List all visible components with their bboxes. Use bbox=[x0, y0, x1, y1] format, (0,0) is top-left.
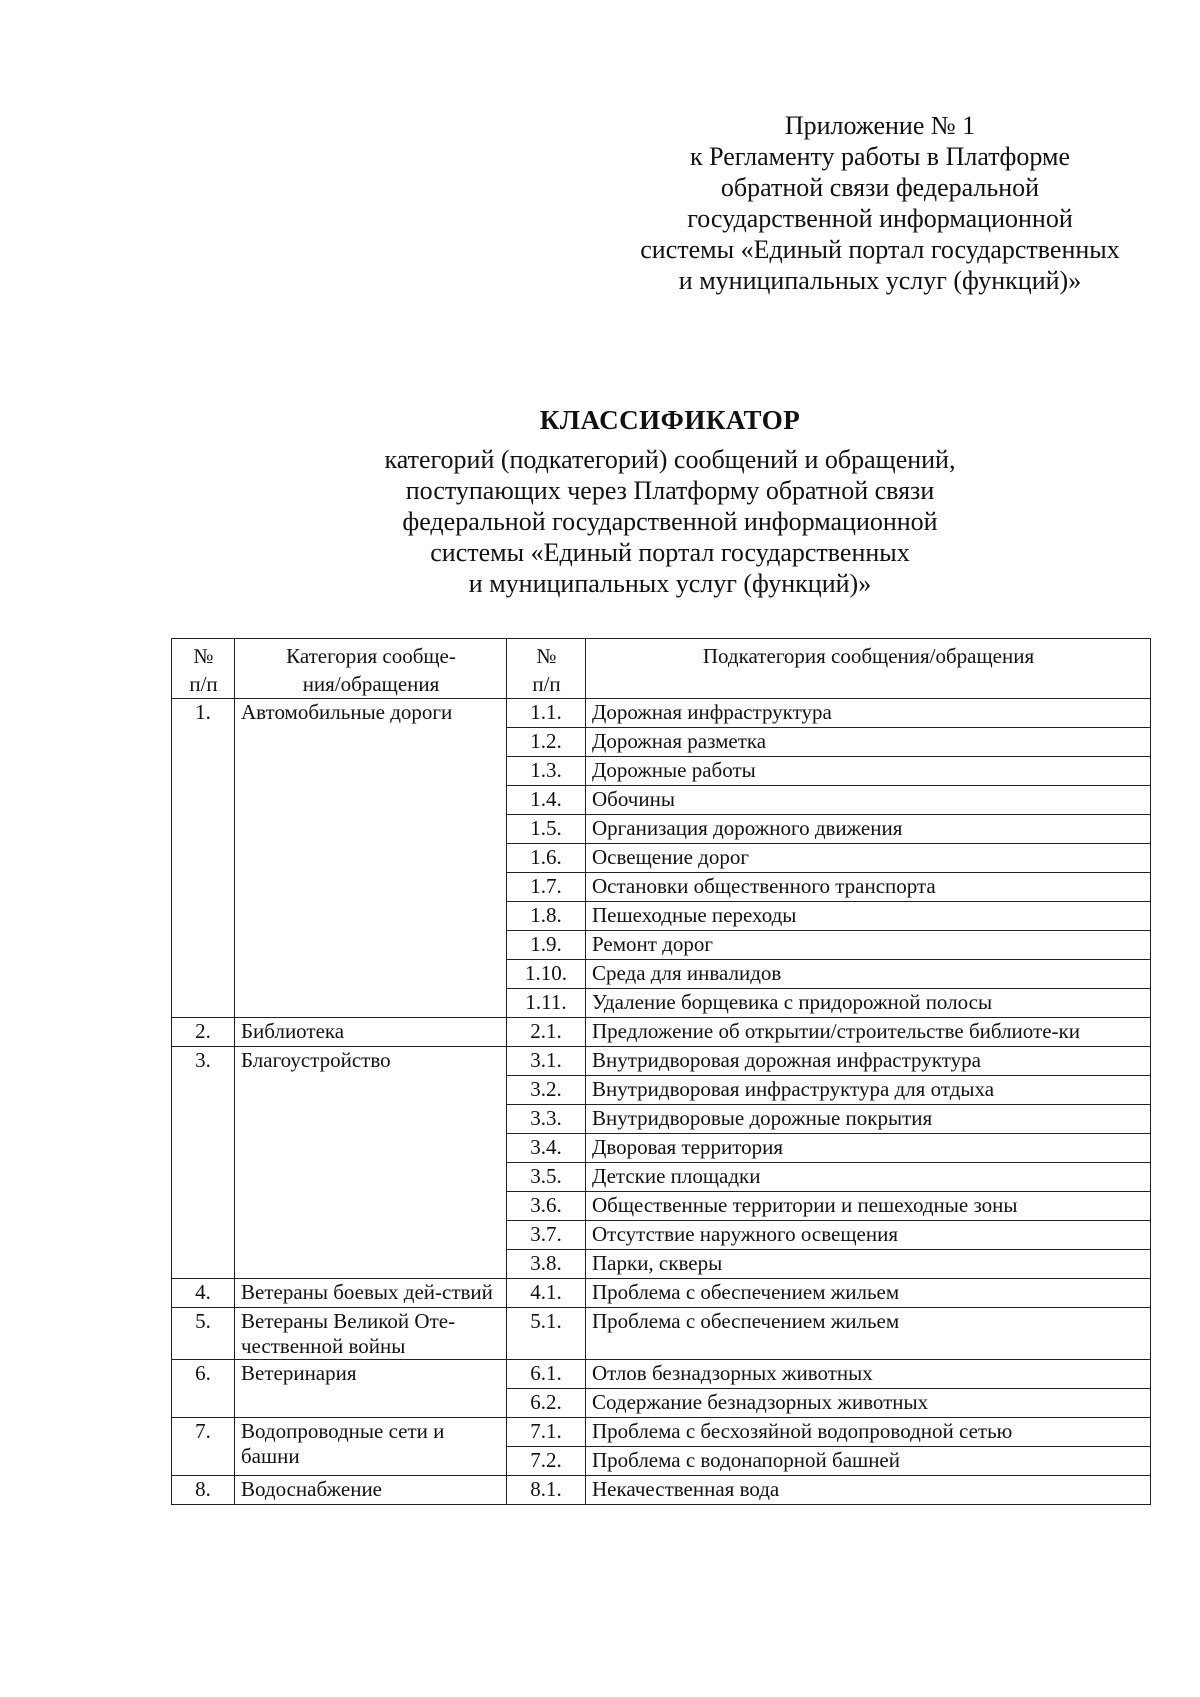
subtitle-line: системы «Единый портал государственных bbox=[430, 538, 910, 567]
subcategory-name: Удаление борщевика с придорожной полосы bbox=[586, 989, 1151, 1018]
table-row bbox=[172, 1279, 1151, 1308]
header-category: Категория сообще- ния/обращения bbox=[235, 639, 507, 699]
subtitle-line: и муниципальных услуг (функций)» bbox=[468, 569, 872, 598]
subcategory-number: 1.2. bbox=[507, 728, 586, 757]
category-name: Водоснабжение bbox=[235, 1476, 507, 1505]
subcategory-number: 1.10. bbox=[507, 960, 586, 989]
category-number: 3. bbox=[172, 1047, 235, 1279]
subcategory-number: 3.2. bbox=[507, 1076, 586, 1105]
subcategory-name: Среда для инвалидов bbox=[586, 960, 1151, 989]
classifier-table bbox=[171, 638, 1151, 1505]
category-number: 4. bbox=[172, 1279, 235, 1308]
subcategory-number: 6.1. bbox=[507, 1360, 586, 1389]
subcategory-name: Ремонт дорог bbox=[586, 931, 1151, 960]
subcategory-name: Парки, скверы bbox=[586, 1250, 1151, 1279]
subcategory-name: Проблема с водонапорной башней bbox=[586, 1447, 1151, 1476]
table-row bbox=[172, 1418, 1151, 1447]
header-num: № п/п bbox=[172, 639, 235, 699]
table-row bbox=[172, 699, 1151, 728]
table-body bbox=[172, 699, 1151, 1505]
table-row bbox=[172, 1476, 1151, 1505]
category-number: 8. bbox=[172, 1476, 235, 1505]
subcategory-name: Детские площадки bbox=[586, 1163, 1151, 1192]
document-subtitle bbox=[0, 444, 1200, 599]
subcategory-number: 1.1. bbox=[507, 699, 586, 728]
subcategory-number: 1.7. bbox=[507, 873, 586, 902]
subcategory-number: 3.8. bbox=[507, 1250, 586, 1279]
subcategory-name: Общественные территории и пешеходные зоны bbox=[586, 1192, 1151, 1221]
category-name: Благоустройство bbox=[235, 1047, 507, 1279]
category-number: 7. bbox=[172, 1418, 235, 1476]
subcategory-name: Внутридворовая инфраструктура для отдыха bbox=[586, 1076, 1151, 1105]
subcategory-number: 1.6. bbox=[507, 844, 586, 873]
subcategory-number: 5.1. bbox=[507, 1308, 586, 1360]
subcategory-name: Внутридворовые дорожные покрытия bbox=[586, 1105, 1151, 1134]
appendix-line: Приложение № 1 bbox=[784, 111, 976, 140]
category-name: Библиотека bbox=[235, 1018, 507, 1047]
subcategory-name: Организация дорожного движения bbox=[586, 815, 1151, 844]
subcategory-number: 7.1. bbox=[507, 1418, 586, 1447]
subcategory-name: Предложение об открытии/строительстве библиоте-ки bbox=[586, 1018, 1151, 1047]
subcategory-number: 3.5. bbox=[507, 1163, 586, 1192]
subcategory-name: Отлов безнадзорных животных bbox=[586, 1360, 1151, 1389]
subcategory-number: 3.3. bbox=[507, 1105, 586, 1134]
category-name: Ветераны Великой Оте-чественной войны bbox=[235, 1308, 507, 1360]
category-name: Ветераны боевых дей-ствий bbox=[235, 1279, 507, 1308]
subcategory-name: Содержание безнадзорных животных bbox=[586, 1389, 1151, 1418]
subcategory-name: Проблема с бесхозяйной водопроводной сетью bbox=[586, 1418, 1151, 1447]
subcategory-name: Дорожные работы bbox=[586, 757, 1151, 786]
table-header-row bbox=[172, 639, 1151, 699]
category-name: Автомобильные дороги bbox=[235, 699, 507, 1018]
category-number: 2. bbox=[172, 1018, 235, 1047]
appendix-line: к Регламенту работы в Платформе bbox=[689, 142, 1071, 171]
category-number: 5. bbox=[172, 1308, 235, 1360]
header-sub-num: № п/п bbox=[507, 639, 586, 699]
category-name: Ветеринария bbox=[235, 1360, 507, 1418]
subcategory-number: 1.11. bbox=[507, 989, 586, 1018]
subcategory-name: Освещение дорог bbox=[586, 844, 1151, 873]
appendix-line: и муниципальных услуг (функций)» bbox=[678, 266, 1082, 295]
subcategory-number: 1.8. bbox=[507, 902, 586, 931]
category-name: Водопроводные сети и башни bbox=[235, 1418, 507, 1476]
appendix-line: обратной связи федеральной bbox=[720, 173, 1040, 202]
subcategory-number: 3.4. bbox=[507, 1134, 586, 1163]
subcategory-number: 8.1. bbox=[507, 1476, 586, 1505]
appendix-heading bbox=[600, 110, 1160, 296]
subcategory-name: Обочины bbox=[586, 786, 1151, 815]
table-row bbox=[172, 1308, 1151, 1360]
appendix-line: системы «Единый портал государственных bbox=[640, 235, 1120, 264]
table-row bbox=[172, 1018, 1151, 1047]
subcategory-number: 1.3. bbox=[507, 757, 586, 786]
subcategory-number: 3.6. bbox=[507, 1192, 586, 1221]
subcategory-name: Проблема с обеспечением жильем bbox=[586, 1279, 1151, 1308]
subcategory-number: 3.1. bbox=[507, 1047, 586, 1076]
subcategory-number: 1.5. bbox=[507, 815, 586, 844]
subcategory-name: Некачественная вода bbox=[586, 1476, 1151, 1505]
subcategory-name: Остановки общественного транспорта bbox=[586, 873, 1151, 902]
subcategory-name: Пешеходные переходы bbox=[586, 902, 1151, 931]
subcategory-name: Дорожная инфраструктура bbox=[586, 699, 1151, 728]
header-subcategory: Подкатегория сообщения/обращения bbox=[586, 639, 1151, 699]
category-number: 1. bbox=[172, 699, 235, 1018]
subcategory-number: 1.9. bbox=[507, 931, 586, 960]
subcategory-number: 2.1. bbox=[507, 1018, 586, 1047]
subcategory-number: 7.2. bbox=[507, 1447, 586, 1476]
subcategory-name: Внутридворовая дорожная инфраструктура bbox=[586, 1047, 1151, 1076]
subcategory-name: Дорожная разметка bbox=[586, 728, 1151, 757]
document-title: КЛАССИФИКАТОР bbox=[539, 405, 801, 435]
table-row bbox=[172, 1047, 1151, 1076]
subcategory-name: Дворовая территория bbox=[586, 1134, 1151, 1163]
subcategory-number: 3.7. bbox=[507, 1221, 586, 1250]
subcategory-name: Отсутствие наружного освещения bbox=[586, 1221, 1151, 1250]
subcategory-number: 1.4. bbox=[507, 786, 586, 815]
subtitle-line: федеральной государственной информационной bbox=[402, 507, 938, 536]
table-row bbox=[172, 1360, 1151, 1389]
subcategory-name: Проблема с обеспечением жильем bbox=[586, 1308, 1151, 1360]
subcategory-number: 4.1. bbox=[507, 1279, 586, 1308]
subtitle-line: поступающих через Платформу обратной связи bbox=[405, 476, 935, 505]
category-number: 6. bbox=[172, 1360, 235, 1418]
subtitle-line: категорий (подкатегорий) сообщений и обращений, bbox=[384, 445, 956, 474]
subcategory-number: 6.2. bbox=[507, 1389, 586, 1418]
appendix-line: государственной информационной bbox=[687, 204, 1073, 233]
